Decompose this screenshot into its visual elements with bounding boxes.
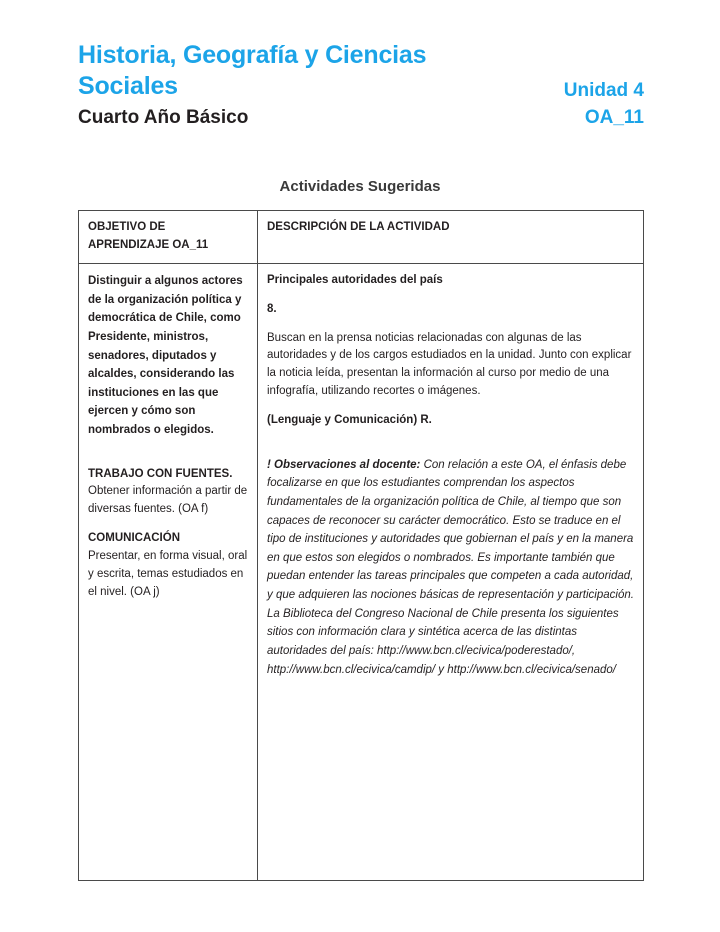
observations-label: ! Observaciones al docente: [267, 458, 421, 471]
title-block [78, 40, 498, 130]
objective-cell [79, 264, 258, 881]
section-heading: Actividades Sugeridas [279, 178, 441, 195]
page-subtitle: Cuarto Año Básico [78, 107, 249, 128]
skill-label-trabajo-con-fuentes: TRABAJO CON FUENTES. [88, 467, 233, 480]
activity-title: Principales autoridades del país [267, 274, 443, 286]
description-cell [258, 264, 644, 881]
table-row [79, 264, 644, 881]
table-body [79, 264, 644, 881]
unit-label: Unidad 4 [563, 80, 644, 101]
objective-spacer [88, 451, 249, 466]
learning-objective-text: Distinguir a algunos actores de la organización política y democrática de Chile, como Presidente, ministros, senadores, diputados y alcaldes, considerando las instituciones en las que ejercen y cómo son nombrados o elegidos. [88, 275, 243, 436]
table-header [79, 211, 644, 264]
skill-trabajo-con-fuentes [88, 466, 249, 519]
header-meta-block [564, 40, 644, 130]
activity-subject-tag: (Lenguaje y Comunicación) R. [267, 413, 432, 426]
table-header-row [79, 211, 644, 264]
teacher-observations [267, 456, 635, 680]
header-row [78, 40, 644, 130]
page-title: Historia, Geografía y Ciencias Sociales [78, 41, 427, 100]
skill-comunicacion [88, 530, 249, 601]
observations-text: Con relación a este OA, el énfasis debe focalizarse en que los estudiantes comprendan los aspectos fundamentales de la organización política de Chile, al tiempo que son capaces de reconocer su carácter democrático. Esto se traduce en el tipo de instituciones y autoridades que gobiernan el país y en la manera en que estos son elegidos o nombrados. Es importante también que puedan entender las tareas principales que competen a cada autoridad, y que adquieren las nociones básicas de representación y participación. La Biblioteca del Congreso Nacional de Chile presenta los siguientes sitios con información clara y sintética acerca de las distintas autoridades del país: http://www.bcn.cl/ecivica/poderestado/, http://www.bcn.cl/ecivica/camdip/ y http://www.bcn.cl/ecivica/senado/ [267, 458, 634, 676]
description-spacer [267, 441, 635, 456]
document-header [78, 40, 644, 130]
activity-description-text: Buscan en la prensa noticias relacionadas con algunas de las autoridades y de los cargos estudiados en la unidad. Junto con explicar la noticia leída, presentan la información al curso por medio de una infografía, utilizando recortes o imágenes. [267, 331, 632, 398]
skill-label-comunicacion: COMUNICACIÓN [88, 532, 180, 545]
skill-text-trabajo-con-fuentes: Obtener información a partir de diversas fuentes. (OA f) [88, 485, 248, 516]
activity-number: 8. [267, 302, 277, 315]
column-header-description: DESCRIPCIÓN DE LA ACTIVIDAD [258, 211, 644, 264]
activities-table [78, 210, 644, 881]
skill-text-comunicacion: Presentar, en forma visual, oral y escrita, temas estudiados en el nivel. (OA j) [88, 549, 248, 598]
column-header-objective: OBJETIVO DE APRENDIZAJE OA_11 [79, 211, 258, 264]
oa-code-label: OA_11 [584, 106, 644, 128]
